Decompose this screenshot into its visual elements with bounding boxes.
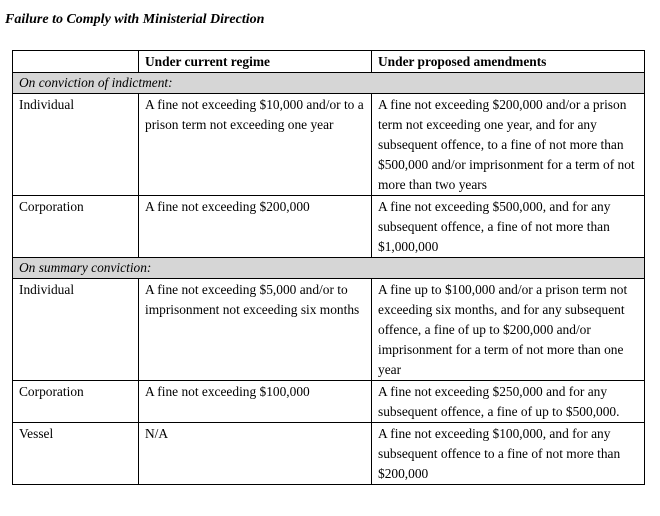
header-category: [13, 51, 139, 73]
table-row: [13, 94, 645, 196]
penalties-table: [12, 50, 645, 485]
section-row-summary: [13, 258, 645, 279]
row-category: Corporation: [13, 381, 139, 423]
section-row-indictment: [13, 73, 645, 94]
row-current-penalty: A fine not exceeding $200,000: [139, 196, 372, 258]
table-header-row: [13, 51, 645, 73]
section-label: On conviction of indictment:: [13, 73, 645, 94]
row-category: Vessel: [13, 423, 139, 485]
table-row: [13, 279, 645, 381]
row-proposed-penalty: A fine not exceeding $100,000, and for any subsequent offence to a fine of not more than $200,000: [372, 423, 645, 485]
row-current-penalty: A fine not exceeding $100,000: [139, 381, 372, 423]
section-label: On summary conviction:: [13, 258, 645, 279]
row-proposed-penalty: A fine not exceeding $500,000, and for any subsequent offence, a fine of not more than $1,000,000: [372, 196, 645, 258]
row-category: Individual: [13, 279, 139, 381]
header-current-regime: Under current regime: [139, 51, 372, 73]
row-proposed-penalty: A fine not exceeding $200,000 and/or a prison term not exceeding one year, and for any subsequent offence, to a fine of not more than $500,000 and/or imprisonment for a term of not more than two years: [372, 94, 645, 196]
table-row: [13, 196, 645, 258]
row-current-penalty: A fine not exceeding $10,000 and/or to a prison term not exceeding one year: [139, 94, 372, 196]
document-title: Failure to Comply with Ministerial Direction: [5, 12, 265, 27]
row-category: Individual: [13, 94, 139, 196]
row-category: Corporation: [13, 196, 139, 258]
row-current-penalty: N/A: [139, 423, 372, 485]
table-row: [13, 423, 645, 485]
row-proposed-penalty: A fine not exceeding $250,000 and for any subsequent offence, a fine of up to $500,000.: [372, 381, 645, 423]
header-proposed-amendments: Under proposed amendments: [372, 51, 645, 73]
row-current-penalty: A fine not exceeding $5,000 and/or to imprisonment not exceeding six months: [139, 279, 372, 381]
row-proposed-penalty: A fine up to $100,000 and/or a prison term not exceeding six months, and for any subsequent offence, a fine of up to $200,000 and/or imprisonment for a term of not more than one year: [372, 279, 645, 381]
table-row: [13, 381, 645, 423]
